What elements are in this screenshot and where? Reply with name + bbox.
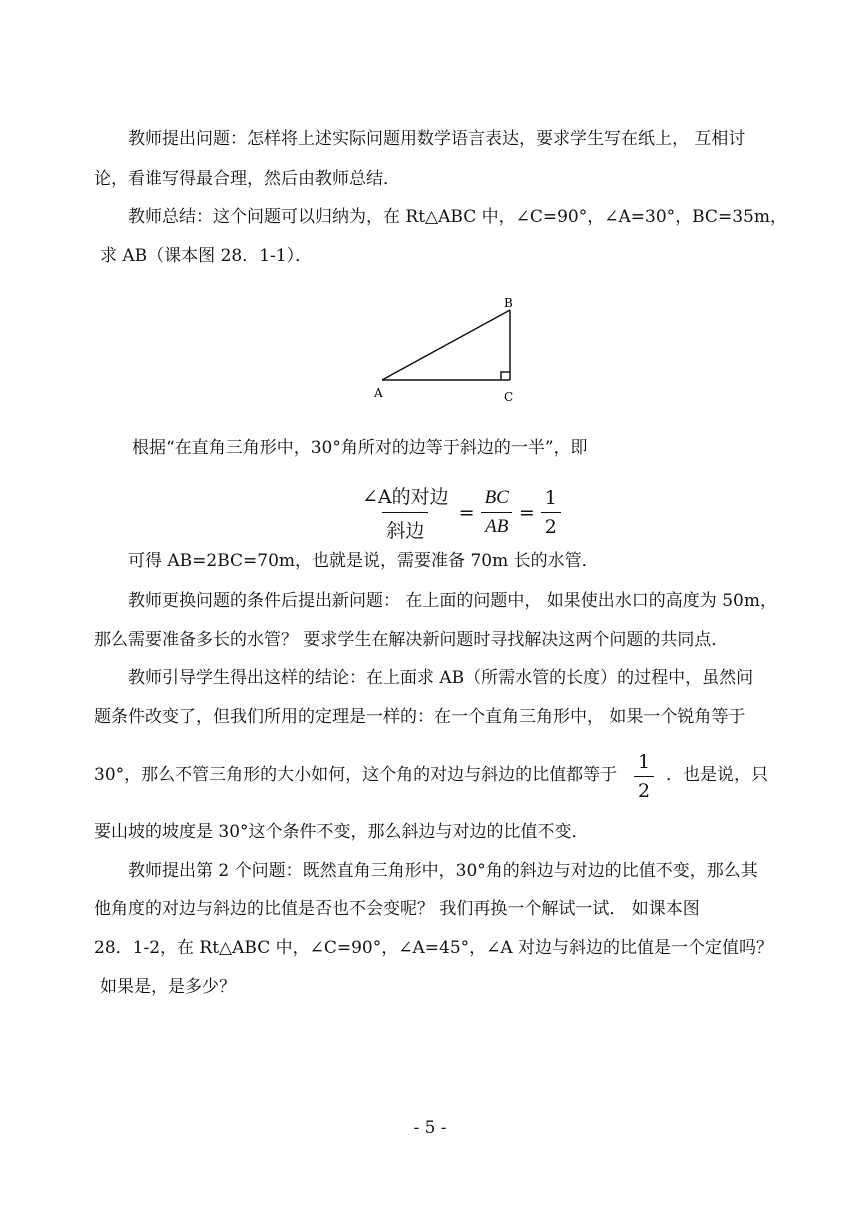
paragraph-5-line-1: 教师更换问题的条件后提出新问题： 在上面的问题中， 如果使出水口的高度为 50m， (128, 591, 777, 611)
paragraph-7-line-1: 教师提出第 2 个问题：既然直角三角形中，30°角的斜边与对边的比值不变，那么其 (128, 861, 758, 881)
paragraph-6-line-4: 要山坡的坡度是 30°这个条件不变，那么斜边与对边的比值不变． (94, 822, 589, 842)
inline-fraction (634, 751, 654, 802)
vertex-label-b: B (504, 296, 513, 310)
page-number: - 5 - (413, 1118, 447, 1138)
vertex-label-a: A (374, 386, 383, 400)
right-angle-mark (501, 372, 510, 380)
hypotenuse-ab (382, 310, 510, 380)
fraction-bc-over-ab (481, 487, 513, 538)
paragraph-7-line-3: 28．1-2，在 Rt△ABC 中，∠C=90°，∠A=45°，∠A 对边与斜边的比值是一个定值吗？ (94, 938, 774, 958)
paragraph-2-line-1: 教师总结：这个问题可以归纳为，在 Rt△ABC 中，∠C=90°，∠A=30°，BC=35m， (128, 207, 787, 227)
paragraph-5-line-2: 那么需要准备多长的水管？ 要求学生在解决新问题时寻找解决这两个问题的共同点． (94, 630, 729, 650)
ratio-formula (358, 482, 561, 543)
paragraph-3: 根据“在直角三角形中，30°角所对的边等于斜边的一半”，即 (132, 438, 588, 458)
equals-sign-1: = (458, 501, 475, 524)
formula-lhs-numerator: ∠A的对边 (362, 486, 449, 508)
paragraph-7-line-4: 如果是，是多少？ (100, 977, 236, 997)
formula-lhs-denominator: 斜边 (382, 512, 428, 543)
paragraph-4: 可得 AB=2BC=70m，也就是说，需要准备 70m 长的水管． (128, 551, 599, 571)
inline-fraction-one-half (634, 751, 654, 802)
paragraph-6-line-1: 教师引导学生得出这样的结论：在上面求 AB（所需水管的长度）的过程中，虽然问 (128, 668, 754, 688)
paragraph-6-line-3b: ．也是说，只 (666, 765, 768, 785)
fraction-opposite-over-hypotenuse (358, 482, 453, 543)
formula-mid-denominator: AB (481, 512, 512, 538)
paragraph-1-line-2: 论，看谁写得最合理，然后由教师总结． (94, 169, 400, 189)
triangle-figure (370, 294, 530, 406)
equals-sign-2: = (518, 501, 535, 524)
inline-fraction-numerator: 1 (638, 751, 651, 773)
formula-rhs-numerator: 1 (544, 487, 557, 509)
paragraph-6-line-2: 题条件改变了，但我们所用的定理是一样的：在一个直角三角形中， 如果一个锐角等于 (94, 707, 746, 727)
vertex-label-c: C (504, 390, 514, 404)
paragraph-2-line-2: 求 AB（课本图 28．1-1）． (100, 246, 313, 266)
paragraph-7-line-2: 他角度的对边与斜边的比值是否也不会变呢？ 我们再换一个解试一试． 如课本图 (94, 899, 700, 919)
inline-fraction-denominator: 2 (634, 776, 654, 802)
formula-mid-numerator: BC (484, 487, 509, 508)
formula-rhs-denominator: 2 (541, 512, 561, 538)
fraction-one-half (541, 487, 561, 538)
paragraph-1-line-1: 教师提出问题：怎样将上述实际问题用数学语言表达，要求学生写在纸上， 互相讨 (128, 129, 746, 149)
paragraph-6-line-3a: 30°，那么不管三角形的大小如何，这个角的对边与斜边的比值都等于 (94, 765, 618, 785)
